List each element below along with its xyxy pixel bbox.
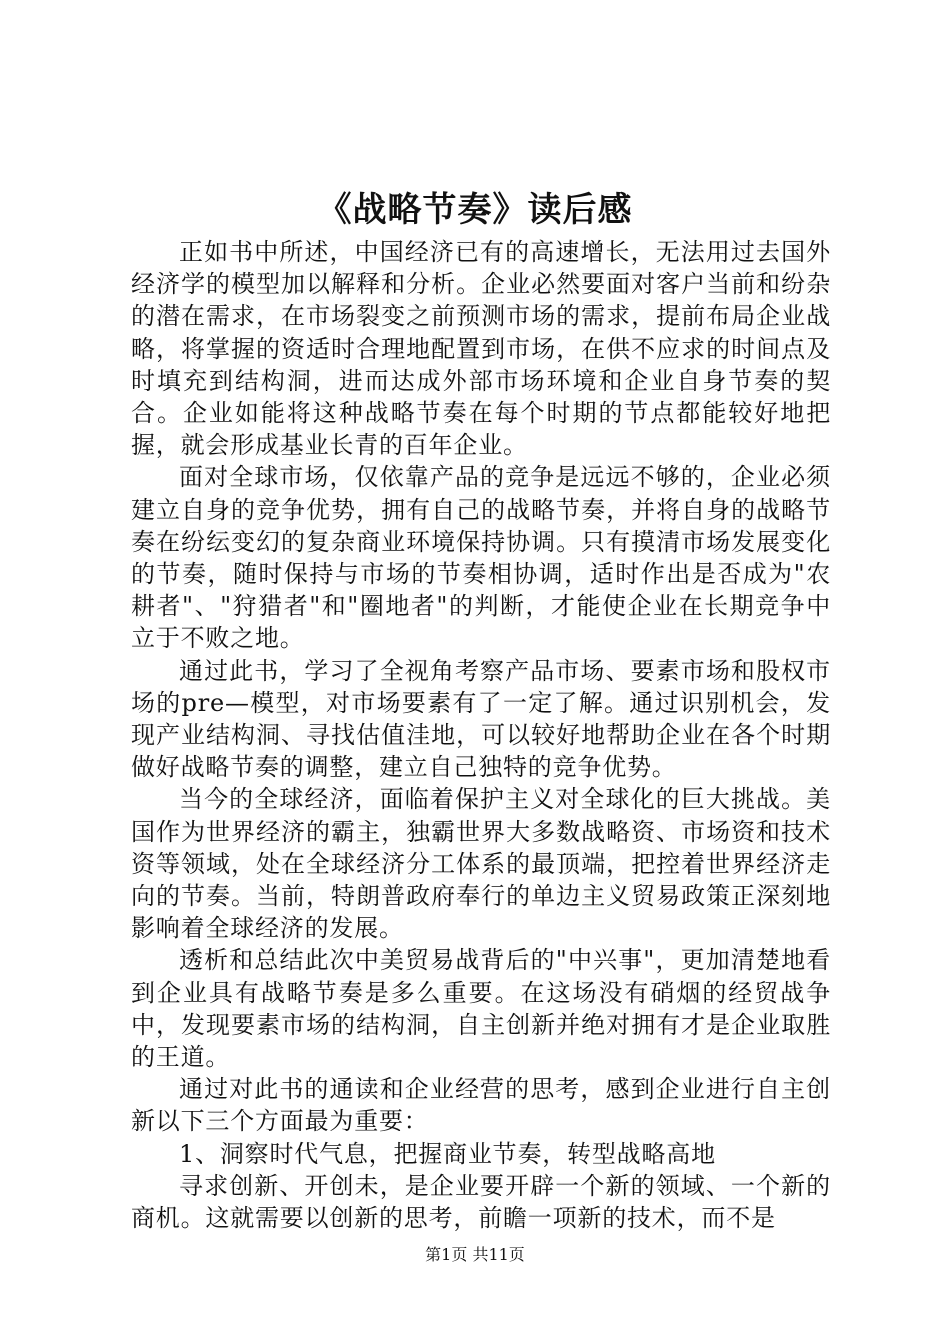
paragraph-1: 正如书中所述，中国经济已有的高速增长，无法用过去国外经济学的模型加以解释和分析。企业必然要面对客户当前和纷杂的潜在需求，在市场裂变之前预测市场的需求，提前布局企业战略，将掌握的资适时合理地配置到市场，在供不应求的时间点及时填充到结构洞，进而达成外部市场环境和企业自身节奏的契合。企业如能将这种战略节奏在每个时期的节点都能较好地把握，就会形成基业长青的百年企业。 — [131, 238, 831, 460]
paragraph-2: 面对全球市场，仅依靠产品的竞争是远远不够的，企业必须建立自身的竞争优势，拥有自己的战略节奏，并将自身的战略节奏在纷纭变幻的复杂商业环境保持协调。只有摸清市场发展变化的节奏，随时保持与市场的节奏相协调，适时作出是否成为"农耕者"、"狩猎者"和"圈地者"的判断，才能使企业在长期竞争中立于不败之地。 — [131, 463, 831, 653]
paragraph-7: 寻求创新、开创未，是企业要开辟一个新的领域、一个新的商机。这就需要以创新的思考，前瞻一项新的技术，而不是 — [131, 1171, 831, 1233]
document-body — [131, 236, 831, 1234]
section-heading-1: 1、洞察时代气息，把握商业节奏，转型战略高地 — [179, 1139, 716, 1168]
page-footer: 第1页 共11页 — [425, 1245, 525, 1264]
paragraph-6: 通过对此书的通读和企业经营的思考，感到企业进行自主创新以下三个方面最为重要： — [131, 1075, 831, 1136]
paragraph-3: 通过此书，学习了全视角考察产品市场、要素市场和股权市场的pre—模型，对市场要素有了一定了解。通过识别机会，发现产业结构洞、寻找估值洼地，可以较好地帮助企业在各个时期做好战略节奏的调整，建立自己独特的竞争优势。 — [131, 656, 831, 782]
document-title: 《战略节奏》读后感 — [317, 190, 633, 230]
paragraph-5: 透析和总结此次中美贸易战背后的"中兴事"，更加清楚地看到企业具有战略节奏是多么重要。在这场没有硝烟的经贸战争中，发现要素市场的结构洞，自主创新并绝对拥有才是企业取胜的王道。 — [131, 946, 831, 1072]
paragraph-4: 当今的全球经济，面临着保护主义对全球化的巨大挑战。美国作为世界经济的霸主，独霸世界大多数战略资、市场资和技术资等领域，处在全球经济分工体系的最顶端，把控着世界经济走向的节奏。当前，特朗普政府奉行的单边主义贸易政策正深刻地影响着全球经济的发展。 — [131, 785, 831, 943]
